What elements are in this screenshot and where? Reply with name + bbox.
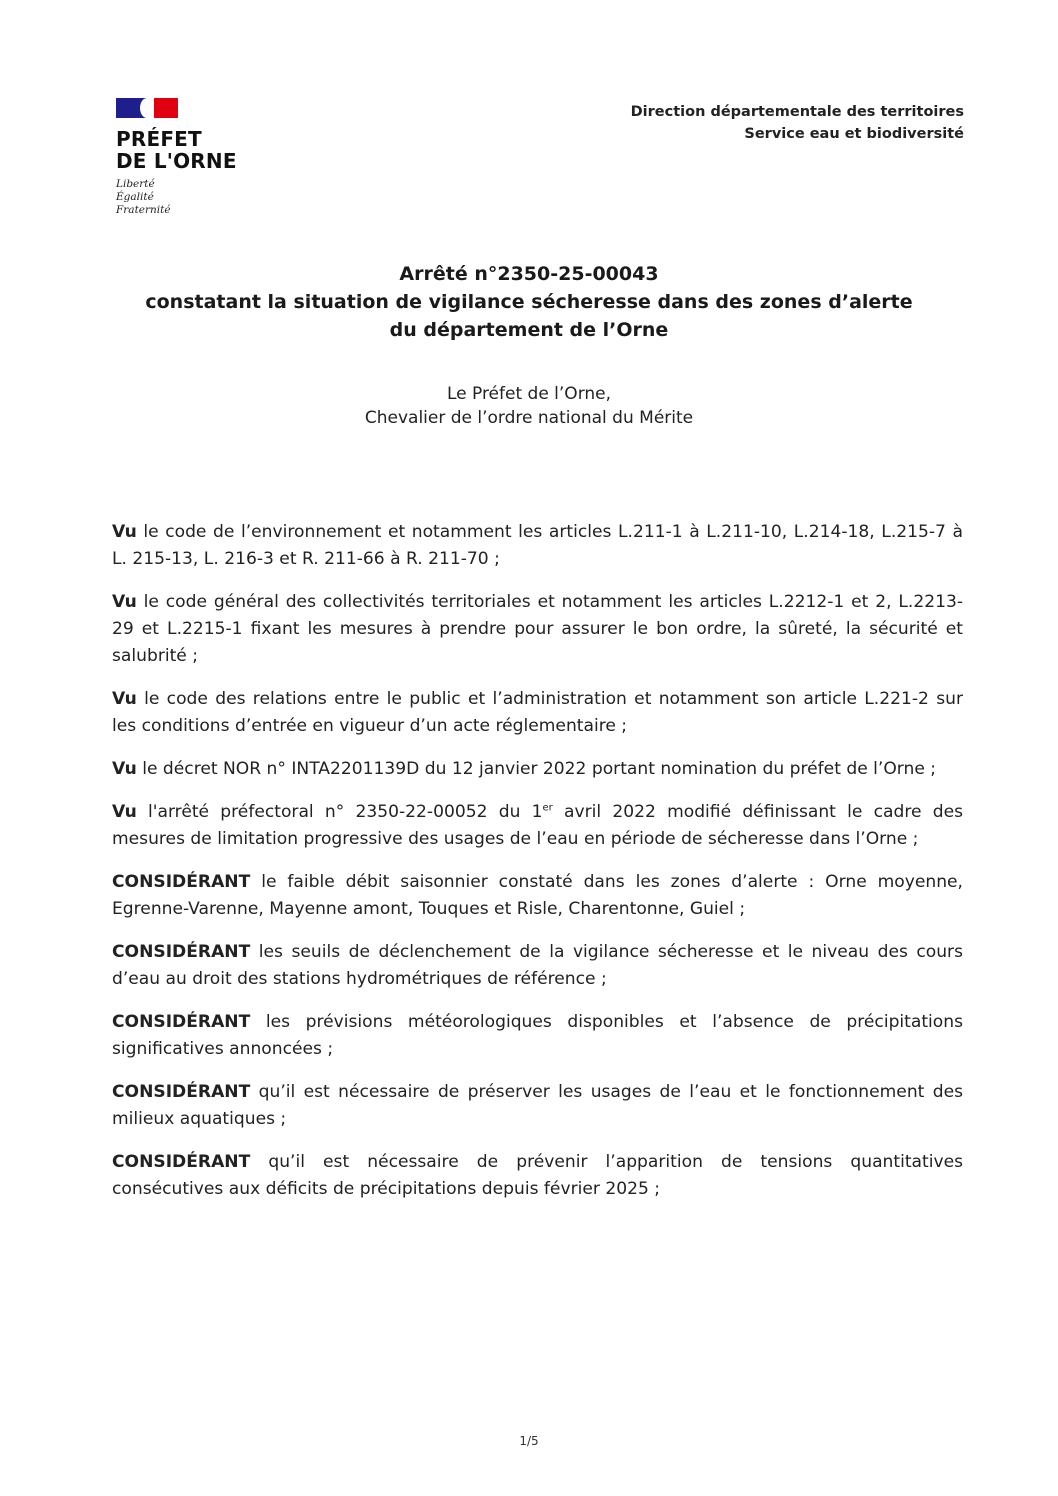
considerant-paragraph — [112, 1149, 963, 1203]
paragraph-keyword: Vu — [112, 689, 137, 709]
republic-motto — [116, 178, 256, 217]
motto-egalite: Égalité — [116, 191, 154, 203]
prefect-line-1: Le Préfet de l’Orne, — [446, 384, 612, 404]
paragraph-text: les prévisions météorologiques disponibles et l’absence de précipitations significatives annoncées ; — [112, 1012, 963, 1059]
decree-subject-line-2: du département de l’Orne — [389, 319, 669, 341]
logo-title — [116, 128, 256, 172]
decree-subject-line-1: constatant la situation de vigilance sécheresse dans des zones d’alerte — [145, 291, 913, 313]
paragraph-text: qu’il est nécessaire de prévenir l’apparition de tensions quantitatives consécutives aux déficits de précipitations depuis février 2025 ; — [112, 1152, 963, 1199]
prefect-line-2: Chevalier de l’ordre national du Mérite — [364, 408, 694, 428]
paragraph-text: qu’il est nécessaire de préserver les usages de l’eau et le fonctionnement des milieux aquatiques ; — [112, 1082, 963, 1129]
paragraph-text: les seuils de déclenchement de la vigilance sécheresse et le niveau des cours d’eau au droit des stations hydrométriques de référence ; — [112, 942, 963, 989]
ordinal-superscript: er — [542, 802, 553, 814]
paragraph-keyword: CONSIDÉRANT — [112, 942, 251, 962]
considerant-paragraph — [112, 1079, 963, 1133]
prefect-designation — [0, 382, 1058, 430]
considerant-paragraph — [112, 869, 963, 923]
visa-paragraph — [112, 686, 963, 740]
paragraph-keyword: CONSIDÉRANT — [112, 1012, 251, 1032]
paragraph-keyword: Vu — [112, 759, 137, 779]
service-line-2: Service eau et biodiversité — [744, 126, 964, 142]
decree-title — [0, 260, 1058, 344]
paragraph-text: le code des relations entre le public et l’administration et notamment son article L.221-2 sur les conditions d’entrée en vigueur d’un acte réglementaire ; — [112, 689, 963, 736]
paragraph-keyword: Vu — [112, 592, 137, 612]
service-line-1: Direction départementale des territoires — [630, 104, 964, 120]
page-number: 1/5 — [519, 1434, 539, 1448]
logo-line-2: DE L'ORNE — [116, 149, 237, 173]
paragraph-keyword: Vu — [112, 522, 137, 542]
paragraph-keyword: CONSIDÉRANT — [112, 1082, 251, 1102]
visa-paragraph — [112, 589, 963, 670]
visa-paragraph — [112, 756, 963, 783]
visa-paragraph — [112, 799, 963, 853]
paragraph-text: l'arrêté préfectoral n° 2350-22-00052 du 1 — [136, 802, 543, 822]
marianne-flag-icon — [116, 98, 178, 118]
paragraph-text: le faible débit saisonnier constaté dans les zones d’alerte : Orne moyenne, Egrenne-Varenne, Mayenne amont, Touques et Risle, Charentonne, Guiel ; — [112, 872, 963, 919]
paragraph-text: le code général des collectivités territoriales et notamment les articles L.2212-1 et 2, L.2213-29 et L.2215-1 fixant les mesures à prendre pour assurer le bon ordre, la sûreté, la sécurité et salubrité ; — [112, 592, 963, 666]
issuing-service — [631, 101, 964, 145]
decree-number: Arrêté n°2350-25-00043 — [399, 263, 659, 285]
visa-paragraph — [112, 519, 963, 573]
considerant-paragraph — [112, 1009, 963, 1063]
considerant-paragraph — [112, 939, 963, 993]
paragraph-text: le code de l’environnement et notamment les articles L.211-1 à L.211-10, L.214-18, L.215-7 à L. 215-13, L. 216-3 et R. 211-66 à R. 211-70 ; — [112, 522, 963, 569]
paragraph-text: le décret NOR n° INTA2201139D du 12 janvier 2022 portant nomination du préfet de l’Orne ; — [136, 759, 937, 779]
paragraph-keyword: Vu — [112, 802, 137, 822]
paragraph-keyword: CONSIDÉRANT — [112, 872, 251, 892]
paragraph-text: avril 2022 modifié définissant le cadre des mesures de limitation progressive des usages de l’eau en période de sécheresse dans l’Orne ; — [112, 802, 963, 849]
paragraph-keyword: CONSIDÉRANT — [112, 1152, 251, 1172]
motto-liberte: Liberté — [116, 178, 155, 190]
logo-line-1: PRÉFET — [116, 127, 202, 151]
prefecture-logo — [116, 98, 256, 217]
motto-fraternite: Fraternité — [116, 204, 171, 216]
decree-body — [112, 519, 963, 1219]
